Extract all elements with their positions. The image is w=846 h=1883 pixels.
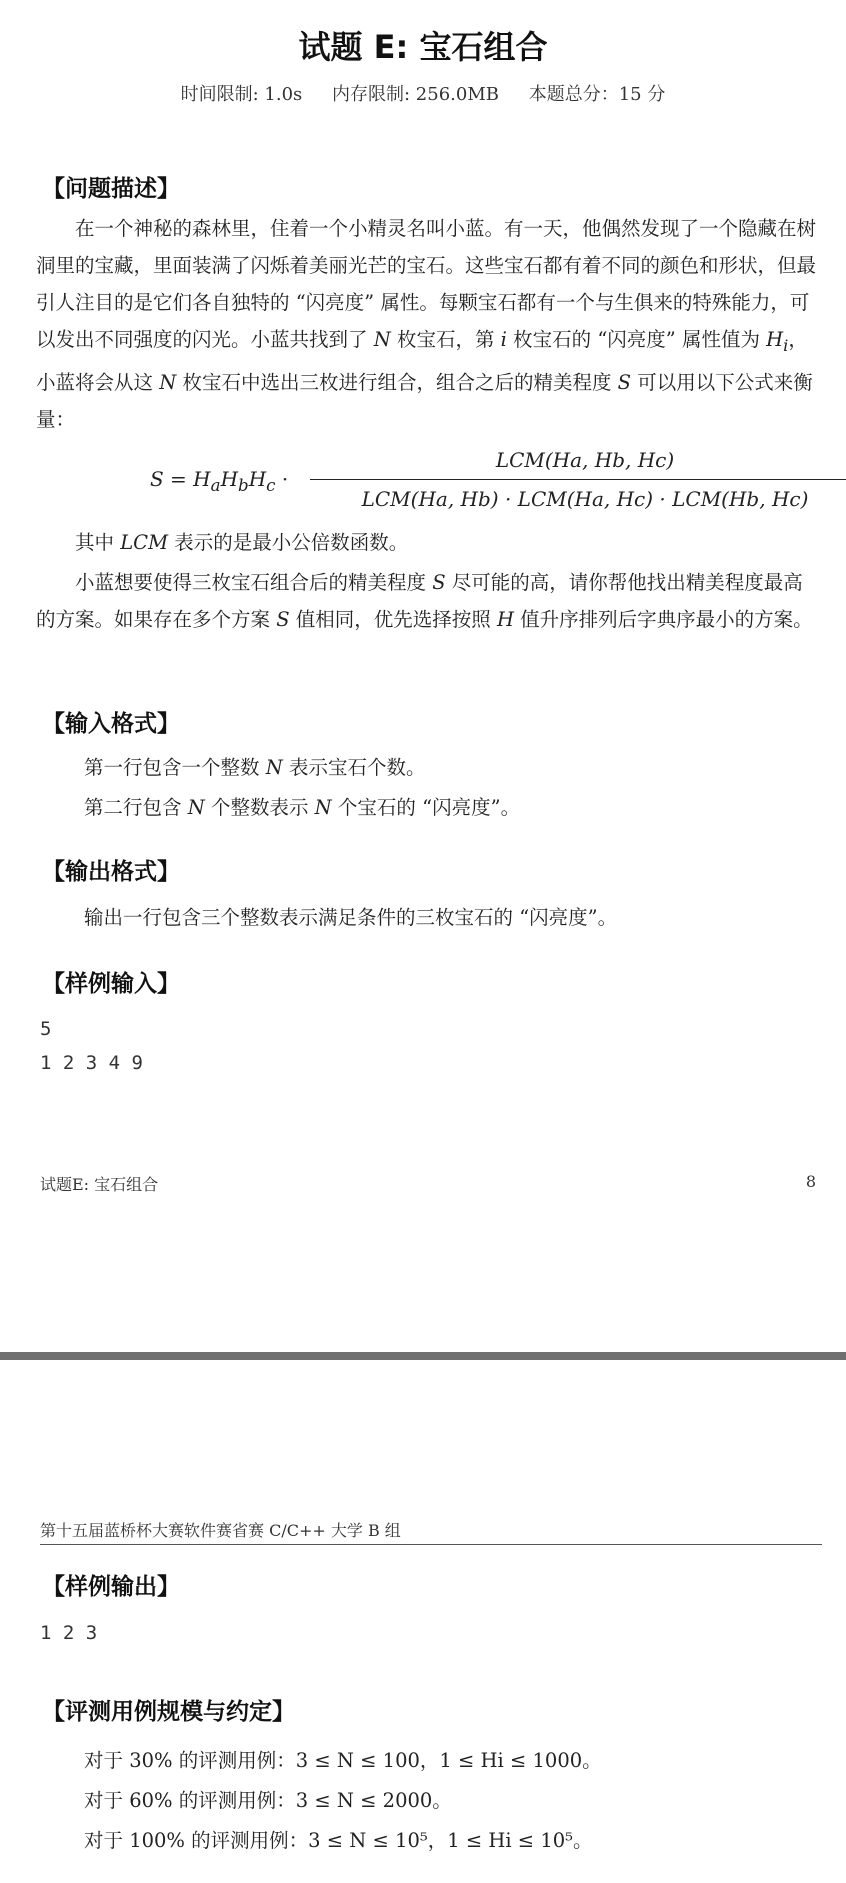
problem-meta: [0, 80, 846, 106]
input-format-line-1: 第一行包含一个整数 N 表示宝石个数。: [84, 756, 426, 779]
problem-title: 试题 E: 宝石组合: [298, 28, 548, 66]
total-score: 本题总分：15 分: [528, 84, 666, 105]
constraint-60: 对于 60% 的评测用例：3 ≤ N ≤ 2000。: [84, 1789, 452, 1812]
section-sample-input-heading: 【样例输入】: [42, 971, 180, 997]
description-paragraph-2: 其中 LCM 表示的是最小公倍数函数。: [75, 531, 409, 554]
description-paragraph-1: 在一个神秘的森林里，住着一个小精灵名叫小蓝。有一天，他偶然发现了一个隐藏在树洞里的宝藏，里面装满了闪烁着美丽光芒的宝石。这些宝石都有着不同的颜色和形状，但最引人注目的是它们各自独特的 “闪亮度” 属性。每颗宝石都有一个与生俱来的特殊能力，可以发出不同强度的闪光。小蓝共找到了 N 枚宝石，第 i 枚宝石的 “闪亮度” 属性值为 $H_i$，小蓝将会从这 N 枚宝石中选出三枚进行组合，组合之后的精美程度 S 可以用以下公式来衡量：: [36, 217, 817, 431]
time-limit: 时间限制: 1.0s: [180, 84, 303, 105]
sample-output-line-1: 1 2 3: [40, 1622, 98, 1644]
section-constraints-heading: 【评测用例规模与约定】: [42, 1699, 295, 1725]
contest-header: 第十五届蓝桥杯大赛软件赛省赛 C/C++ 大学 B 组: [40, 1521, 401, 1540]
formula-numerator: LCM(Ha, Hb, Hc): [495, 448, 675, 472]
page-number: 8: [805, 1172, 816, 1191]
fraction-bar: [310, 479, 846, 480]
section-output-heading: 【输出格式】: [42, 859, 180, 885]
score-formula: [150, 445, 809, 515]
sample-input-line-2: 1 2 3 4 9: [40, 1052, 143, 1074]
formula-fraction: [310, 445, 846, 514]
constraint-30: 对于 30% 的评测用例：3 ≤ N ≤ 100，1 ≤ Hi ≤ 1000。: [84, 1749, 602, 1772]
page-divider: [0, 1352, 846, 1360]
constraint-100: 对于 100% 的评测用例：3 ≤ N ≤ 10⁵，1 ≤ Hi ≤ 10⁵。: [84, 1829, 593, 1852]
formula-lhs: $S = H_aH_bH_c$ ·: [150, 467, 289, 495]
description-paragraph-3: 小蓝想要使得三枚宝石组合后的精美程度 S 尽可能的高，请你帮他找出精美程度最高的方案。如果存在多个方案 S 值相同，优先选择按照 H 值升序排列后字典序最小的方案。: [36, 571, 813, 631]
section-input-heading: 【输入格式】: [42, 711, 180, 737]
section-description-heading: 【问题描述】: [42, 176, 180, 202]
memory-limit: 内存限制: 256.0MB: [332, 84, 499, 105]
header-rule: [40, 1544, 822, 1545]
input-format-line-2: 第二行包含 N 个整数表示 N 个宝石的 “闪亮度”。: [84, 796, 521, 819]
sample-input-line-1: 5: [40, 1018, 52, 1040]
output-format-line-1: 输出一行包含三个整数表示满足条件的三枚宝石的 “闪亮度”。: [84, 906, 618, 929]
formula-denominator: LCM(Ha, Hb) · LCM(Ha, Hc) · LCM(Hb, Hc): [361, 487, 809, 511]
section-sample-output-heading: 【样例输出】: [42, 1574, 180, 1600]
page-footer-title: 试题E: 宝石组合: [40, 1175, 159, 1194]
